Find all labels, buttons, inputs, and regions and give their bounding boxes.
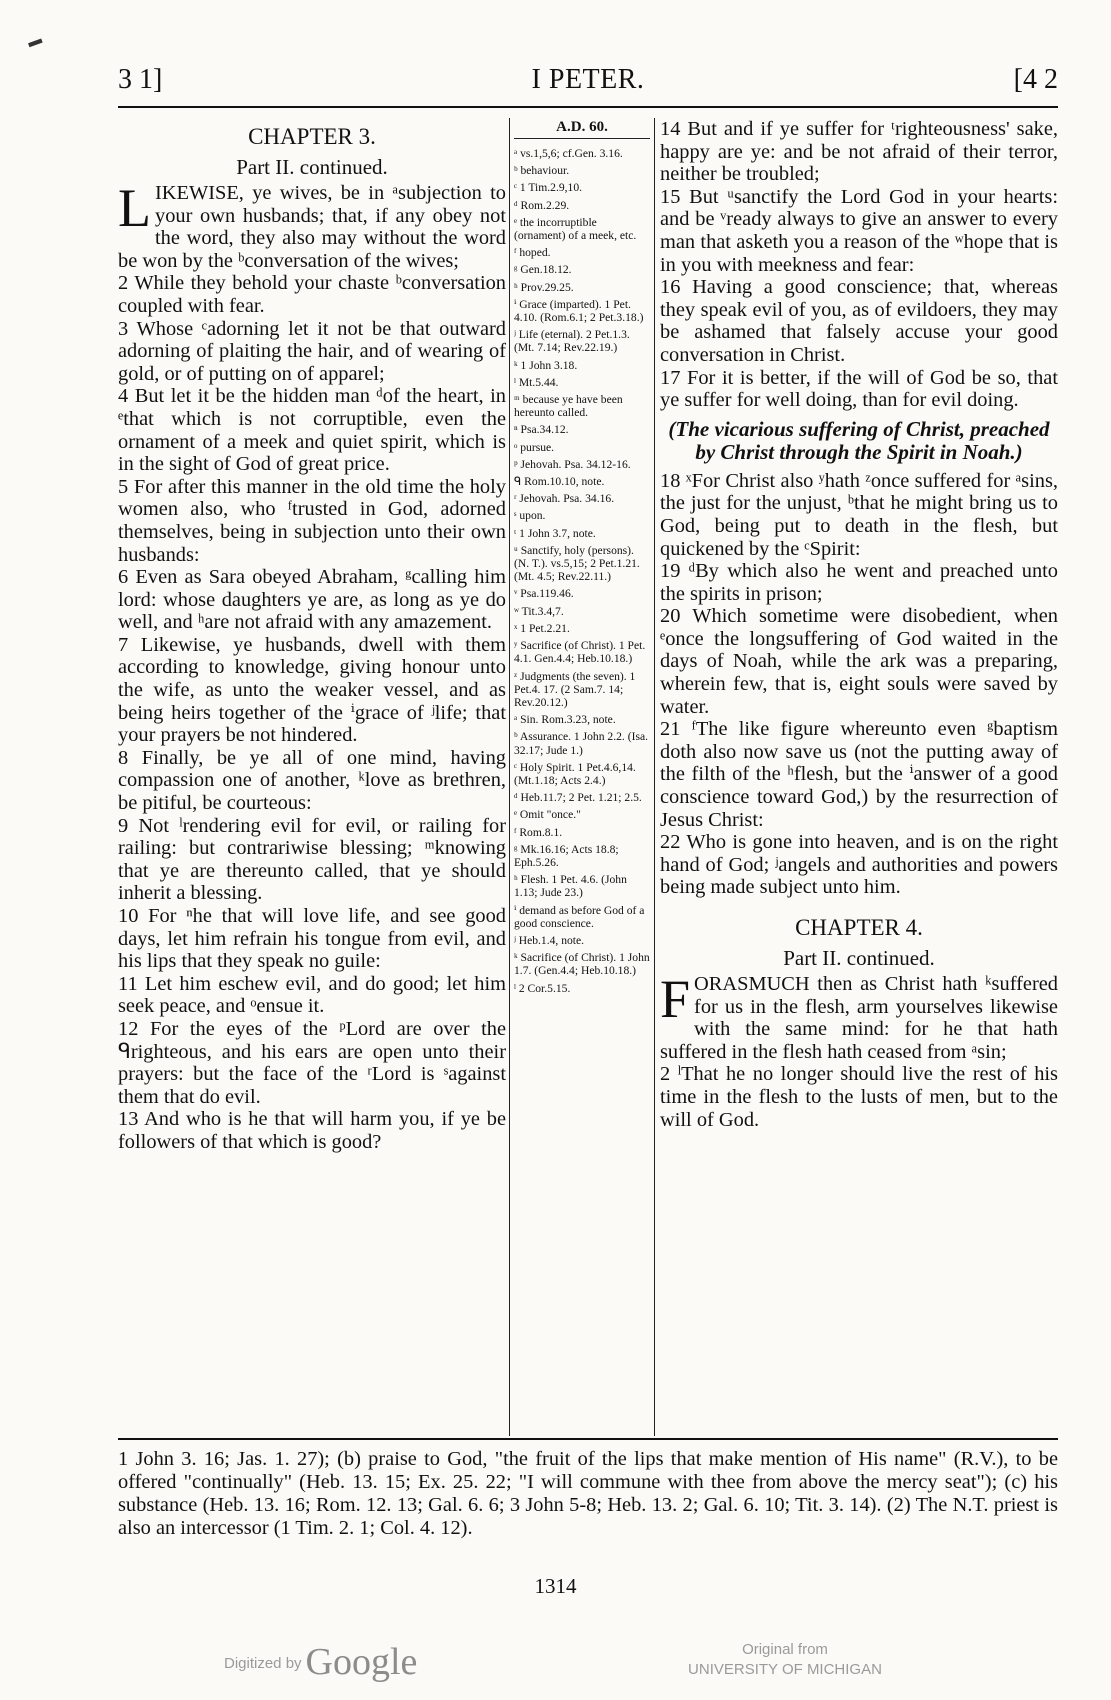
reference-note: ᵏ 1 John 3.18. [514, 358, 578, 372]
google-logo: Google [305, 1641, 418, 1683]
reference-note: ᵇ Assurance. 1 John 2.2. (Isa. 32.17; Jude 1.) [514, 730, 648, 757]
reference-note: ʰ Prov.29.25. [514, 280, 574, 294]
verse-text: ORASMUCH then as Christ hath ᵏsuffered for us in the flesh, arm yourselves likewise with the same mind: for he that hath suffered in the flesh hath ceased from ᵃsin; [660, 973, 1058, 1063]
verse-13: 13 And who is he that will harm you, if ye be followers of that which is good? [118, 1108, 506, 1153]
verse-10: 10 For ⁿhe that will love life, and see good days, let him refrain his tongue from evil, and his lips that they speak no guile: [118, 905, 506, 973]
chapter-heading: CHAPTER 3. [248, 124, 376, 149]
reference-note: ᵉ the incorruptible (ornament) of a meek, etc. [514, 215, 637, 243]
reference-note: ᵈ Heb.11.7; 2 Pet. 1.21; 2.5. [514, 791, 642, 805]
running-header [118, 64, 1058, 100]
verse-21: 21 ᶠThe like figure whereunto even ᵍbaptism doth also now save us (not the putting away of the filth of the ʰflesh, but the ⁱanswer of a good conscience toward God,) by the resurrection of Jesus Christ: [660, 718, 1058, 831]
reference-note: ᑫ Rom.10.10, note. [514, 475, 605, 489]
header-chapter-ref-left: 3 1] [118, 64, 163, 95]
reference-note: ᶠ Rom.8.1. [514, 825, 563, 839]
drop-cap: L [118, 178, 151, 238]
verse-7: 7 Likewise, ye husbands, dwell with them according to knowledge, giving honour unto the wife, as unto the weaker vessel, and as being heirs together of the ⁱgrace of ʲlife; that your prayers be not hindered. [118, 633, 506, 747]
reference-note: ˢ upon. [514, 509, 546, 523]
verse-16: 16 Having a good conscience; that, whereas they speak evil of you, as of evildoers, they may be ashamed that falsely accuse your good conversation in Christ. [660, 276, 1058, 366]
verse-8: 8 Finally, be ye all of one mind, having compassion one of another, ᵏlove as brethren, be pitiful, be courteous: [118, 746, 506, 815]
verse-19: 19 ᵈBy which also he went and preached unto the spirits in prison; [660, 560, 1058, 605]
page-number: 1314 [534, 1574, 577, 1598]
reference-note: ᶜ Holy Spirit. 1 Pet.4.6,14. (Mt.1.18; Acts 2.4.) [514, 760, 636, 787]
verse-2: 2 While they behold your chaste ᵇconversation coupled with fear. [118, 272, 506, 317]
verse-22: 22 Who is gone into heaven, and is on the right hand of God; ʲangels and authorities and powers being made subject unto him. [660, 831, 1058, 899]
verse-6: 6 Even as Sara obeyed Abraham, ᵍcalling him lord: whose daughters ye are, as long as ye do well, and ʰare not afraid with any amazement. [118, 566, 506, 634]
verse-15: 15 But ᵘsanctify the Lord God in your hearts: and be ᵛready always to give an answer to every man that asketh you a reason of the ʷhope that is in you with meekness and fear: [660, 185, 1058, 276]
left-column [118, 118, 506, 1154]
digitized-by-watermark [224, 1640, 417, 1684]
footnote-rule [118, 1438, 1058, 1440]
reference-note: ʰ Flesh. 1 Pet. 4.6. (John 1.13; Jude 23.) [514, 873, 627, 900]
reference-note: ˣ 1 Pet.2.21. [514, 621, 570, 635]
reference-note: ⁱ demand as before God of a good conscience. [514, 903, 645, 930]
section-caption: (The vicarious suffering of Christ, preached by Christ through the Spirit in Noah.) [668, 416, 1050, 464]
verse-18: 18 ˣFor Christ also ʸhath ᶻonce suffered for ᵃsins, the just for the unjust, ᵇthat he might bring us to God, being put to death in the flesh, but quickened by the ᶜSpirit: [660, 469, 1058, 560]
verse-text: IKEWISE, ye wives, be in ᵃsubjection to your own husbands; that, if any obey not the word, they also may without the word be won by the ᵇconversation of the wives; [118, 182, 506, 272]
reference-note: ʲ Life (eternal). 2 Pet.1.3. (Mt. 7.14; Rev.22.19.) [514, 328, 630, 355]
reference-note: ᵃ vs.1,5,6; cf.Gen. 3.16. [514, 147, 623, 160]
reference-note: ⁿ Psa.34.12. [514, 423, 569, 437]
reference-note: ᵈ Rom.2.29. [514, 198, 570, 212]
original-from-watermark [670, 1640, 900, 1680]
verse-1 [118, 178, 506, 272]
reference-note: ᵛ Psa.119.46. [514, 587, 574, 601]
reference-note: ᵃ Sin. Rom.3.23, note. [514, 713, 616, 727]
verse-4: 4 But let it be the hidden man ᵈof the heart, in ᵉthat which is not corruptible, even the ornament of a meek and quiet spirit, which is in the sight of God of great price. [118, 385, 506, 476]
reference-note: ˡ Mt.5.44. [514, 375, 559, 389]
reference-note: ⁱ Grace (imparted). 1 Pet. 4.10. (Rom.6.1; 2 Pet.3.18.) [514, 297, 644, 325]
header-chapter-ref-right: [4 2 [1013, 64, 1058, 95]
original-from-label: Original from [742, 1641, 828, 1658]
reference-note: ʳ Jehovah. Psa. 34.16. [514, 492, 615, 506]
reference-note: ˡ 2 Cor.5.15. [514, 981, 571, 995]
reference-note: ᵐ because ye have been hereunto called. [514, 393, 623, 420]
reference-column [514, 118, 650, 999]
verse-5: 5 For after this manner in the old time the holy women also, who ᶠtrusted in God, adorned themselves, being in subjection unto their own husbands: [118, 475, 506, 566]
reference-note: ᵍ Mk.16.16; Acts 18.8; Eph.5.26. [514, 842, 619, 869]
verse-20: 20 Which sometime were disobedient, when ᵉonce the longsuffering of God waited in the days of Noah, while the ark was a preparing, wherein few, that is, eight souls were saved by water. [660, 605, 1058, 718]
right-column [660, 118, 1058, 1131]
header-rule [118, 106, 1058, 108]
part-heading-4: Part II. continued. [783, 946, 935, 970]
reference-note: ᵒ pursue. [514, 440, 555, 454]
column-rule-right [654, 118, 655, 1436]
column-rule-left [509, 118, 510, 1436]
reference-note: ᵏ Sacrifice (of Christ). 1 John 1.7. (Gen.4.4; Heb.10.18.) [514, 951, 650, 978]
digitized-label: Digitized by [224, 1655, 302, 1672]
reference-note: ᵘ Sanctify, holy (persons). (N. T.). vs.5,15; 2 Pet.1.21. (Mt. 4.5; Rev.22.11.) [514, 543, 640, 584]
university-label: UNIVERSITY OF MICHIGAN [688, 1661, 882, 1678]
chapter-heading-4: CHAPTER 4. [795, 915, 923, 940]
reference-note: ᵖ Jehovah. Psa. 34.12-16. [514, 457, 631, 471]
verse-9: 9 Not ˡrendering evil for evil, or railing for railing: but contrariwise blessing; ᵐknowing that ye are thereunto called, that ye should inherit a blessing. [118, 814, 506, 905]
part-heading: Part II. continued. [236, 155, 388, 179]
verse-11: 11 Let him eschew evil, and do good; let him seek peace, and ᵒensue it. [118, 972, 506, 1018]
verse-12: 12 For the eyes of the ᵖLord are over the ᑫrighteous, and his ears are open unto their prayers: but the face of the ʳLord is ˢagainst them that do evil. [118, 1017, 506, 1108]
reference-note: ᵍ Gen.18.12. [514, 263, 572, 277]
date-heading: A.D. 60. [514, 118, 650, 139]
reference-note: ᶻ Judgments (the seven). 1 Pet.4. 17. (2 Sam.7. 14; Rev.20.12.) [514, 669, 636, 709]
reference-note: ʷ Tit.3.4,7. [514, 604, 564, 618]
footnote-text: 1 John 3. 16; Jas. 1. 27); (b) praise to God, "the fruit of the lips that make mention of His name" (R.V.), to be offered "continually" (Heb. 13. 15; Ex. 25. 22; "I will commune with thee from above the mercy seat"); (c) his substance (Heb. 13. 16; Rom. 12. 13; Gal. 6. 6; 3 John 5-8; Heb. 13. 2; Gal. 6. 10; Tit. 3. 14). (2) The N.T. priest is also an intercessor (1 Tim. 2. 1; Col. 4. 12). [118, 1448, 1058, 1539]
chapter-4-verse-1 [660, 969, 1058, 1063]
reference-note: ᵇ behaviour. [514, 164, 570, 178]
corner-mark: ▬ [25, 32, 44, 51]
reference-note: ᶜ 1 Tim.2.9,10. [514, 181, 583, 195]
reference-note: ʲ Heb.1.4, note. [514, 933, 585, 947]
reference-note: ᵉ Omit "once." [514, 808, 581, 822]
verse-3: 3 Whose ᶜadorning let it not be that outward adorning of plaiting the hair, and of wearing of gold, or of putting on of apparel; [118, 317, 506, 385]
verse-14: 14 But and if ye suffer for ᵗrighteousness' sake, happy are ye: and be not afraid of their terror, neither be troubled; [660, 118, 1058, 186]
verse-17: 17 For it is better, if the will of God be so, that ye suffer for well doing, than for evil doing. [660, 366, 1058, 412]
book-title: I PETER. [531, 64, 645, 95]
reference-note: ᶠ hoped. [514, 246, 551, 260]
drop-cap: F [660, 969, 691, 1029]
reference-note: ʸ Sacrifice (of Christ). 1 Pet. 4.1. Gen.4.4; Heb.10.18.) [514, 639, 646, 666]
chapter-4-verse-2: 2 ˡThat he no longer should live the rest of his time in the flesh to the lusts of men, but to the will of God. [660, 1063, 1058, 1131]
reference-note: ᵗ 1 John 3.7, note. [514, 526, 596, 540]
